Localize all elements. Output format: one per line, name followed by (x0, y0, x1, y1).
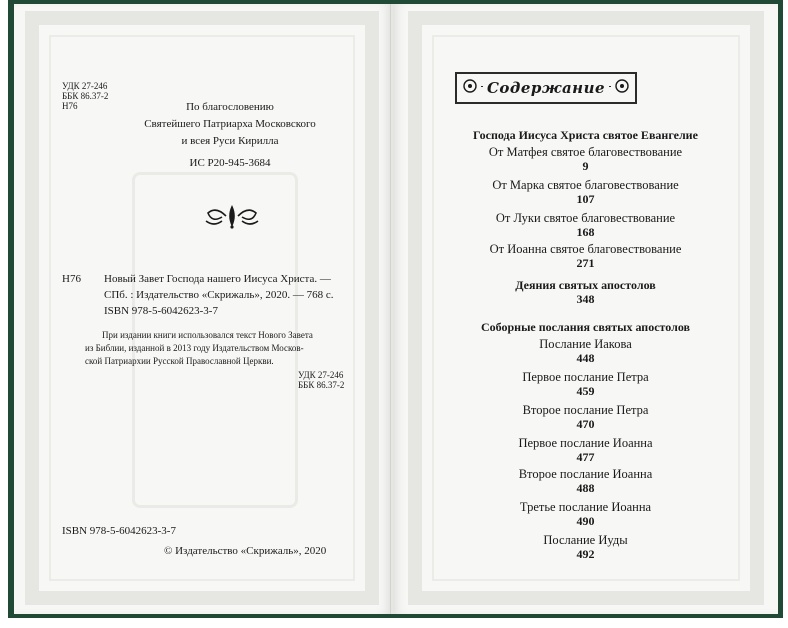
toc-item-title[interactable]: Второе послание Иоанна (518, 467, 653, 481)
bbk-top: ББК 86.37-2 (62, 91, 109, 101)
left-page-imprint (14, 4, 392, 614)
toc-item-title[interactable]: Первое послание Иоанна (518, 436, 653, 450)
ornament-rosette-icon (461, 77, 479, 95)
toc-section-catholic-epistles: Соборные послания святых апостолов (480, 320, 691, 334)
ornament-flourish-icon (202, 203, 262, 229)
toc-item-page: 448 (576, 351, 595, 365)
toc-item-title[interactable]: От Луки святое благовествование (495, 211, 676, 225)
note-line-1: При издании книги использовался текст Нового Завета (102, 330, 313, 340)
toc-item-title[interactable]: Третье послание Иоанна (519, 500, 652, 514)
toc-item-page: 168 (576, 225, 595, 239)
toc-item-page: 348 (576, 292, 595, 306)
catalog-line-2: СПб. : Издательство «Скрижаль», 2020. — 768 с. (104, 289, 334, 301)
toc-item-title[interactable]: Послание Иакова (539, 337, 632, 351)
toc-item-title[interactable]: Первое послание Петра (522, 370, 649, 384)
toc-section-gospels: Господа Иисуса Христа святое Евангелие (473, 128, 698, 142)
contents-heading-frame (455, 72, 637, 104)
toc-item-title[interactable]: От Матфея святое благовествование (488, 145, 683, 159)
toc-item-title[interactable]: Послание Иуды (543, 533, 628, 547)
blessing-line-2: Святейшего Патриарха Московского (144, 118, 316, 130)
toc-item-page: 459 (576, 384, 595, 398)
is-number: ИС Р20-945-3684 (189, 157, 271, 169)
catalog-line-1: Новый Завет Господа нашего Иисуса Христа. — (104, 273, 331, 285)
note-line-2: из Библии, изданной в 2013 году Издательством Москов- (85, 343, 304, 353)
open-book (14, 4, 778, 614)
toc-item-page: 488 (576, 481, 595, 495)
toc-item-page: 107 (576, 192, 595, 206)
toc-item-page: 477 (576, 450, 595, 464)
toc-item-page: 490 (576, 514, 595, 528)
toc-item-page: 492 (576, 547, 595, 561)
note-line-3: ской Патриархии Русской Православной Церкви. (85, 356, 274, 366)
udk-bottom: УДК 27-246 (298, 370, 344, 380)
code-top: Н76 (62, 101, 78, 111)
toc-item-page: 271 (576, 256, 595, 270)
blessing-line-1: По благословению (186, 101, 274, 113)
isbn-inline: ISBN 978-5-6042623-3-7 (104, 305, 218, 317)
contents-heading: Содержание (483, 79, 609, 97)
isbn-bottom: ISBN 978-5-6042623-3-7 (62, 525, 176, 537)
toc-section-acts[interactable]: Деяния святых апостолов (515, 278, 656, 292)
copyright: © Издательство «Скрижаль», 2020 (164, 545, 327, 557)
toc-item-title[interactable]: От Иоанна святое благовествование (489, 242, 682, 256)
catalog-code: Н76 (62, 273, 81, 285)
toc-item-page: 470 (576, 417, 595, 431)
udk-top: УДК 27-246 (62, 81, 108, 91)
right-page-contents (393, 4, 778, 614)
toc-item-title[interactable]: От Марка святое благовествование (492, 178, 679, 192)
blessing-line-3: и всея Руси Кирилла (181, 135, 279, 147)
toc-item-page: 9 (582, 159, 589, 173)
bbk-bottom: ББК 86.37-2 (298, 380, 345, 390)
ornament-rosette-icon (613, 77, 631, 95)
toc-item-title[interactable]: Второе послание Петра (522, 403, 649, 417)
